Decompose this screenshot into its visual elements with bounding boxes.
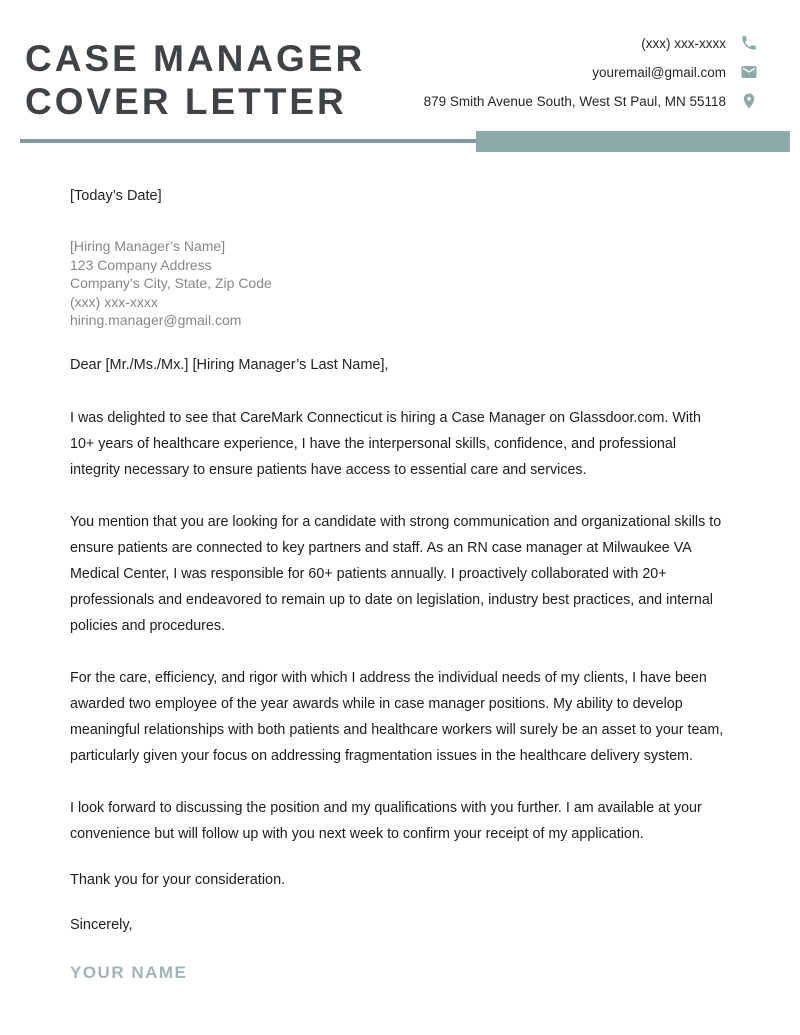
recipient-address-1: 123 Company Address	[70, 256, 212, 273]
phone-number: (xxx) xxx-xxxx	[641, 35, 726, 51]
title-line-1: CASE MANAGER	[25, 38, 366, 79]
recipient-address-2: Company’s City, State, Zip Code	[70, 275, 272, 291]
title-line-2: COVER LETTER	[25, 81, 347, 122]
contact-phone-row	[424, 34, 758, 52]
contact-email-row	[424, 63, 758, 81]
recipient-block	[70, 237, 727, 330]
phone-icon	[740, 34, 758, 52]
salutation: Dear [Mr./Ms./Mx.] [Hiring Manager’s Last Name],	[70, 356, 389, 373]
recipient-phone: (xxx) xxx-xxxx	[70, 293, 158, 310]
thanks-line: Thank you for your consideration.	[70, 871, 286, 888]
divider-thin-line	[20, 139, 476, 143]
location-pin-icon	[740, 92, 758, 110]
recipient-name: [Hiring Manager’s Name]	[70, 238, 226, 254]
page-title	[25, 37, 365, 123]
mail-icon	[740, 63, 758, 81]
date-line: [Today’s Date]	[70, 188, 162, 204]
letter-body	[70, 160, 727, 983]
street-address: 879 Smith Avenue South, West St Paul, MN 55118	[423, 93, 726, 109]
paragraph-3: For the care, efficiency, and rigor with which I address the individual needs of my clients, I have been awarded two employee of the year awards while in case manager positions. My ability to develop meaningful relationships with both patients and healthcare workers will surely be an asset to your team, particularly given your focus on addressing fragmentation issues in the healthcare delivery system.	[70, 669, 724, 764]
closing-line: Sincerely,	[70, 916, 133, 933]
paragraph-4: I look forward to discussing the position and my qualifications with you further. I am available at your convenience but will follow up with you next week to confirm your receipt of my application.	[70, 799, 702, 842]
paragraph-1: I was delighted to see that CareMark Connecticut is hiring a Case Manager on Glassdoor.com. With 10+ years of healthcare experience, I have the interpersonal skills, confidence, and professional integrity necessary to ensure patients have access to essential care and services.	[70, 409, 701, 478]
contact-address-row	[424, 92, 758, 110]
contact-info	[424, 34, 758, 110]
recipient-email: hiring.manager@gmail.com	[70, 312, 242, 328]
email-address: youremail@gmail.com	[592, 64, 726, 80]
signature-name: YOUR NAME	[70, 962, 188, 982]
divider-thick-bar	[476, 131, 790, 152]
paragraph-2: You mention that you are looking for a candidate with strong communication and organizational skills to ensure patients are connected to key partners and staff. As an RN case manager at Milwaukee VA Medical Center, I was responsible for 60+ patients annually. I proactively collaborated with 20+ professionals and endeavored to remain up to date on legislation, industry best practices, and internal policies and procedures.	[70, 513, 722, 634]
